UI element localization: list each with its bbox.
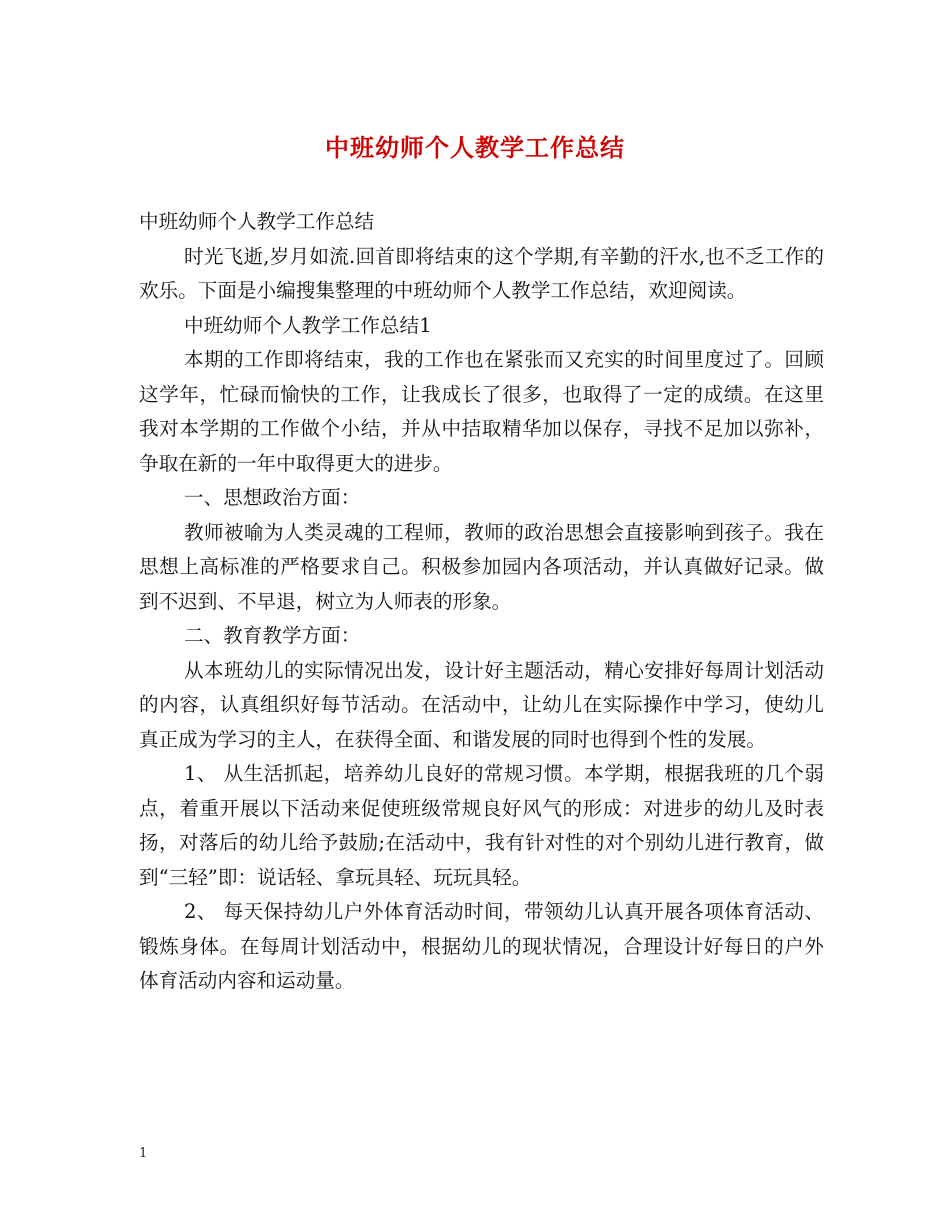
section-heading-teaching: 二、教育教学方面： (184, 624, 361, 647)
paragraph-item-1: 1、 从生活抓起，培养幼儿良好的常规习惯。本学期，根据我班的几个弱点，着重开展以下活动来促使班级常规良好风气的形成：对进步的幼儿及时表扬，对落后的幼儿给予鼓励;在活动中，我有针对性的对个别幼儿进行教育，做到“三轻”即：说话轻、拿玩具轻、玩玩具轻。 (139, 762, 824, 889)
paragraph-subtitle: 中班幼师个人教学工作总结1 (184, 313, 432, 337)
section-heading-politics: 一、思想政治方面： (184, 486, 361, 509)
paragraph-politics: 教师被喻为人类灵魂的工程师，教师的政治思想会直接影响到孩子。我在思想上高标准的严格要求自己。积极参加园内各项活动，并认真做好记录。做到不迟到、不早退，树立为人师表的形象。 (139, 520, 824, 613)
paragraph-heading: 中班幼师个人教学工作总结 (139, 210, 375, 233)
paragraph-teaching: 从本班幼儿的实际情况出发，设计好主题活动，精心安排好每周计划活动的内容，认真组织好每节活动。在活动中，让幼儿在实际操作中学习，使幼儿真正成为学习的主人，在获得全面、和谐发展的同时也得到个性的发展。 (139, 658, 824, 751)
page-number: 1 (139, 1146, 148, 1161)
document-body (139, 205, 824, 999)
paragraph-overview: 本期的工作即将结束，我的工作也在紧张而又充实的时间里度过了。回顾这学年，忙碌而愉快的工作，让我成长了很多，也取得了一定的成绩。在这里我对本学期的工作做个小结，并从中拮取精华加以保存，寻找不足加以弥补，争取在新的一年中取得更大的进步。 (139, 348, 824, 475)
paragraph-intro: 时光飞逝,岁月如流.回首即将结束的这个学期,有辛勤的汗水,也不乏工作的欢乐。下面是小编搜集整理的中班幼师个人教学工作总结，欢迎阅读。 (139, 244, 824, 302)
document-title: 中班幼师个人教学工作总结 (325, 133, 625, 162)
paragraph-item-2: 2、 每天保持幼儿户外体育活动时间，带领幼儿认真开展各项体育活动、锻炼身体。在每周计划活动中，根据幼儿的现状情况，合理设计好每日的户外体育活动内容和运动量。 (139, 900, 824, 992)
